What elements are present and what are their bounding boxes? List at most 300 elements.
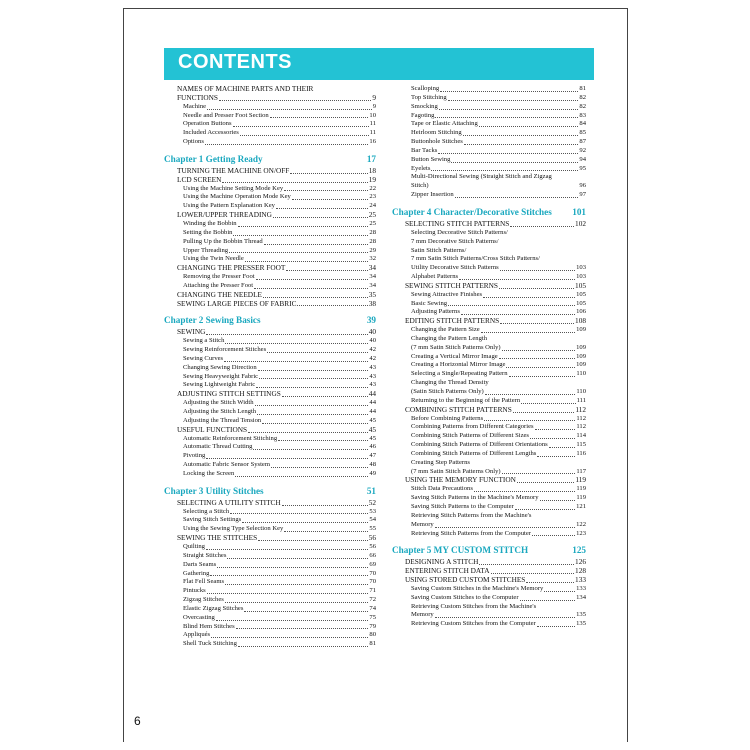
- toc-leader-dots: [264, 244, 369, 245]
- toc-entry-title: (7 mm Satin Stitch Patterns Only): [411, 467, 501, 475]
- toc-page-number: 96: [579, 182, 586, 190]
- toc-page-number: 43: [369, 363, 376, 371]
- toc-entry-title: Combining Stitch Patterns of Different Orientations: [411, 441, 548, 449]
- toc-leader-dots: [535, 429, 576, 430]
- toc-page-number: 32: [369, 255, 376, 263]
- toc-leader-dots: [439, 109, 579, 110]
- toc-entry[interactable]: [164, 408, 376, 417]
- toc-leader-dots: [517, 482, 574, 483]
- toc-entry[interactable]: [164, 435, 376, 444]
- toc-entry[interactable]: [164, 578, 376, 587]
- toc-page-number: 97: [579, 191, 586, 199]
- toc-entry-title: Bar Tacks: [411, 146, 438, 154]
- toc-entry-title: Scalloping: [411, 85, 440, 92]
- toc-entry[interactable]: [392, 85, 586, 94]
- toc-entry-title: Combining Stitch Patterns of Different Sizes: [411, 432, 530, 440]
- toc-entry[interactable]: [392, 156, 586, 165]
- toc-page-number: 114: [576, 432, 586, 440]
- toc-entry-title: Smocking: [411, 102, 438, 110]
- toc-leader-dots: [242, 522, 368, 523]
- toc-entry[interactable]: [164, 534, 376, 543]
- toc-entry-title: Changing the Thread Density: [411, 379, 489, 387]
- toc-entry[interactable]: [164, 552, 376, 561]
- toc-page-number: 81: [369, 640, 376, 648]
- toc-entry[interactable]: [164, 470, 376, 479]
- toc-page-number: 82: [579, 93, 586, 101]
- toc-page-number: 83: [579, 111, 586, 119]
- toc-page-number: 39: [366, 315, 376, 326]
- toc-entry-title: Using the Pattern Explanation Key: [183, 202, 275, 210]
- toc-entry-title: Heirloom Stitching: [411, 129, 462, 137]
- toc-leader-dots: [483, 297, 575, 298]
- toc-entry[interactable]: [392, 120, 586, 129]
- toc-entry[interactable]: [392, 441, 586, 450]
- toc-entry[interactable]: [392, 450, 586, 459]
- toc-entry-title: Using the Twin Needle: [183, 255, 244, 263]
- toc-entry-title: ADJUSTING STITCH SETTINGS: [177, 389, 281, 399]
- toc-page-number: 70: [369, 569, 376, 577]
- toc-page-number: 105: [576, 299, 586, 307]
- toc-page-number: 47: [369, 452, 376, 460]
- toc-entry[interactable]: [392, 503, 586, 512]
- toc-entry-title: Top Stitching: [411, 93, 447, 101]
- toc-right-column: [392, 85, 586, 629]
- toc-leader-dots: [510, 226, 574, 227]
- toc-entry[interactable]: [392, 182, 586, 191]
- toc-leader-dots: [225, 584, 368, 585]
- toc-entry[interactable]: [164, 399, 376, 408]
- toc-entry[interactable]: [164, 138, 376, 147]
- toc-chapter-heading[interactable]: [392, 542, 586, 555]
- toc-entry[interactable]: [164, 220, 376, 229]
- toc-entry[interactable]: [392, 530, 586, 539]
- toc-entry[interactable]: [164, 337, 376, 346]
- toc-entry[interactable]: [392, 370, 586, 379]
- toc-entry[interactable]: [164, 346, 376, 355]
- toc-entry[interactable]: [392, 326, 586, 335]
- toc-entry-title: Saving Custom Stitches in the Machine's Memory: [411, 584, 544, 592]
- toc-entry-title: Setting the Bobbin: [183, 228, 233, 236]
- toc-leader-dots: [284, 531, 368, 532]
- toc-entry-title: LOWER/UPPER THREADING: [177, 210, 272, 220]
- toc-entry[interactable]: [392, 521, 586, 530]
- toc-entry[interactable]: [392, 300, 586, 309]
- page-title: CONTENTS: [178, 51, 292, 73]
- toc-page-number: 123: [576, 529, 586, 537]
- toc-entry-title: Elastic Zigzag Stitches: [183, 604, 244, 612]
- toc-entry[interactable]: [164, 373, 376, 382]
- toc-entry-title: Combining Stitch Patterns of Different Lengths: [411, 449, 537, 457]
- toc-leader-dots: [207, 109, 372, 110]
- toc-entry-title: Selecting a Single/Repeating Pattern: [411, 370, 508, 378]
- toc-entry[interactable]: [392, 238, 586, 247]
- toc-page-number: 23: [369, 193, 376, 201]
- toc-entry-title: Stitch Data Precautions: [411, 485, 473, 493]
- toc-leader-dots: [540, 500, 576, 501]
- toc-page-number: 24: [369, 202, 376, 210]
- toc-chapter-heading[interactable]: [164, 312, 376, 325]
- toc-entry[interactable]: [164, 328, 376, 337]
- toc-entry[interactable]: [392, 476, 586, 485]
- toc-entry-title: Adjusting the Stitch Length: [183, 408, 257, 415]
- toc-entry[interactable]: [164, 193, 376, 202]
- toc-entry-title: Adjusting Patterns: [411, 308, 460, 316]
- toc-page-number: 110: [576, 370, 586, 378]
- toc-page-number: 109: [576, 352, 586, 360]
- toc-entry[interactable]: [392, 485, 586, 494]
- toc-entry[interactable]: [392, 432, 586, 441]
- toc-chapter-heading[interactable]: [164, 483, 376, 496]
- toc-page-number: 125: [572, 545, 586, 556]
- toc-entry[interactable]: [392, 423, 586, 432]
- toc-entry[interactable]: [392, 165, 586, 174]
- toc-page-number: 29: [369, 246, 376, 254]
- toc-page-number: 11: [369, 129, 376, 137]
- toc-entry-title: Straight Stitches: [183, 551, 227, 559]
- toc-entry[interactable]: [164, 264, 376, 273]
- toc-entry[interactable]: [392, 112, 586, 121]
- toc-entry[interactable]: [164, 129, 376, 138]
- toc-page-number: 106: [576, 308, 586, 316]
- toc-page-number: 128: [575, 566, 586, 576]
- toc-entry[interactable]: [392, 611, 586, 620]
- toc-entry[interactable]: [392, 147, 586, 156]
- toc-leader-dots: [233, 235, 368, 236]
- toc-page-number: 105: [576, 290, 586, 298]
- toc-leader-dots: [463, 135, 579, 136]
- toc-entry[interactable]: [392, 603, 586, 612]
- toc-entry[interactable]: [164, 623, 376, 632]
- toc-page-number: 112: [576, 423, 586, 431]
- toc-entry[interactable]: [164, 273, 376, 282]
- toc-entry-title: Automatic Fabric Sensor System: [183, 461, 270, 469]
- toc-entry[interactable]: [164, 103, 376, 112]
- toc-entry[interactable]: [164, 614, 376, 623]
- toc-entry-title: Tape or Elastic Attaching: [411, 120, 478, 128]
- toc-entry[interactable]: [164, 94, 376, 103]
- toc-leader-dots: [255, 405, 369, 406]
- toc-leader-dots: [225, 343, 368, 344]
- toc-entry[interactable]: [392, 220, 586, 229]
- toc-entry-title: Changing the Pattern Length: [411, 334, 487, 342]
- toc-leader-dots: [530, 438, 575, 439]
- toc-leader-dots: [206, 458, 368, 459]
- toc-leader-dots: [515, 509, 575, 510]
- toc-entry-title: (Satin Stitch Patterns Only): [411, 388, 484, 395]
- toc-entry-title: Quilting: [183, 542, 205, 550]
- toc-entry-title: Satin Stitch Patterns/: [411, 246, 467, 254]
- toc-entry-title: SEWING LARGE PIECES OF FABRIC: [177, 298, 297, 308]
- toc-entry-title: Utility Decorative Stitch Patterns: [411, 264, 499, 272]
- toc-leader-dots: [500, 270, 575, 271]
- toc-page-number: 111: [576, 396, 586, 404]
- toc-entry[interactable]: [164, 238, 376, 247]
- toc-entry[interactable]: [164, 390, 376, 399]
- toc-page-number: 34: [369, 281, 376, 289]
- toc-entry[interactable]: [164, 561, 376, 570]
- toc-page-number: 72: [369, 596, 376, 604]
- toc-leader-dots: [235, 476, 368, 477]
- toc-page-number: 70: [369, 578, 376, 586]
- toc-page-number: 43: [369, 381, 376, 389]
- toc-leader-dots: [537, 626, 575, 627]
- toc-page-number: 119: [576, 494, 586, 502]
- toc-leader-dots: [207, 593, 369, 594]
- toc-leader-dots: [236, 628, 369, 629]
- toc-entry[interactable]: [392, 255, 586, 264]
- toc-entry-title: Needle and Presser Foot Section: [183, 111, 269, 119]
- toc-entry-title: SEWING STITCH PATTERNS: [405, 280, 498, 290]
- toc-entry-title: Upper Threading: [183, 246, 229, 254]
- toc-entry-title: SELECTING A UTILITY STITCH: [177, 497, 281, 507]
- toc-entry[interactable]: [164, 543, 376, 552]
- toc-entry[interactable]: [392, 459, 586, 468]
- toc-leader-dots: [537, 456, 575, 457]
- toc-entry-title: Buttonhole Stitches: [411, 138, 463, 146]
- toc-entry-title: Retrieving Custom Stitches from the Computer: [411, 620, 536, 628]
- toc-leader-dots: [464, 144, 579, 145]
- toc-entry[interactable]: [392, 512, 586, 521]
- toc-leader-dots: [526, 582, 574, 583]
- toc-entry[interactable]: [164, 247, 376, 256]
- toc-entry-title: Eyelets: [411, 164, 431, 172]
- toc-leader-dots: [513, 412, 575, 413]
- toc-entry-title: Using the Sewing Type Selection Key: [183, 525, 284, 533]
- toc-entry[interactable]: [164, 605, 376, 614]
- toc-leader-dots: [292, 199, 369, 200]
- toc-page-number: 133: [576, 584, 586, 592]
- toc-entry[interactable]: [392, 388, 586, 397]
- toc-entry[interactable]: [164, 120, 376, 129]
- toc-page-number: 75: [369, 613, 376, 621]
- toc-entry[interactable]: [164, 640, 376, 649]
- toc-entry-title: Flat Fell Seams: [183, 578, 225, 586]
- toc-entry-title: Gathering: [183, 569, 210, 577]
- toc-entry[interactable]: [392, 406, 586, 415]
- toc-entry[interactable]: [164, 570, 376, 579]
- toc-page-number: 103: [576, 264, 586, 272]
- toc-leader-dots: [245, 261, 369, 262]
- toc-leader-dots: [448, 100, 579, 101]
- toc-entry[interactable]: [392, 576, 586, 585]
- toc-entry-title: Retrieving Stitch Patterns from the Machine's: [411, 511, 532, 519]
- toc-leader-dots: [532, 535, 575, 536]
- toc-entry-title: Operation Buttons: [183, 120, 232, 128]
- toc-entry[interactable]: [392, 129, 586, 138]
- toc-leader-dots: [217, 567, 368, 568]
- toc-entry-title: Automatic Reinforcement Stitching: [183, 434, 278, 442]
- toc-entry[interactable]: [392, 335, 586, 344]
- toc-entry-title: ENTERING STITCH DATA: [405, 566, 490, 576]
- toc-leader-dots: [238, 226, 369, 227]
- toc-leader-dots: [254, 288, 368, 289]
- toc-entry[interactable]: [164, 176, 376, 185]
- toc-chapter-heading[interactable]: [164, 151, 376, 164]
- toc-leader-dots: [271, 467, 368, 468]
- toc-leader-dots: [500, 323, 574, 324]
- toc-entry-title: Appliqués: [183, 631, 211, 639]
- toc-entry-title: Adjusting the Stitch Width: [183, 399, 254, 407]
- toc-page-number: 119: [575, 475, 586, 485]
- toc-page-number: 25: [369, 219, 376, 227]
- toc-entry[interactable]: [392, 191, 586, 200]
- toc-leader-dots: [258, 540, 368, 541]
- toc-leader-dots: [284, 190, 368, 191]
- toc-leader-dots: [222, 182, 367, 183]
- toc-entry[interactable]: [392, 415, 586, 424]
- toc-entry[interactable]: [164, 587, 376, 596]
- toc-page-number: 122: [576, 520, 586, 528]
- toc-entry[interactable]: [392, 138, 586, 147]
- toc-entry-title: USING STORED CUSTOM STITCHES: [405, 575, 526, 585]
- page-number: 6: [134, 714, 141, 728]
- toc-entry-title: Creating a Horizontal Mirror Image: [411, 361, 506, 369]
- toc-entry-title: Multi-Directional Sewing (Straight Stitch and Zigzag: [411, 173, 552, 181]
- toc-entry[interactable]: [164, 355, 376, 364]
- toc-entry[interactable]: [392, 620, 586, 629]
- toc-entry[interactable]: [392, 353, 586, 362]
- toc-entry[interactable]: [392, 344, 586, 353]
- toc-page-number: 44: [368, 389, 376, 399]
- toc-entry[interactable]: [392, 264, 586, 273]
- toc-page-number: 109: [576, 361, 586, 369]
- toc-entry[interactable]: [392, 361, 586, 370]
- toc-leader-dots: [240, 135, 369, 136]
- toc-leader-dots: [210, 575, 368, 576]
- toc-entry-title: 7 mm Decorative Stitch Patterns/: [411, 237, 499, 245]
- toc-entry-title: Removing the Presser Foot: [183, 273, 255, 281]
- toc-leader-dots: [227, 558, 368, 559]
- toc-entry[interactable]: [164, 452, 376, 461]
- toc-entry[interactable]: [392, 494, 586, 503]
- toc-page-number: 116: [576, 449, 586, 457]
- toc-entry[interactable]: [164, 211, 376, 220]
- toc-page-number: 84: [579, 120, 586, 128]
- toc-entry-title: SELECTING STITCH PATTERNS: [405, 218, 510, 228]
- toc-page-number: 45: [369, 416, 376, 424]
- toc-entry[interactable]: [164, 631, 376, 640]
- toc-entry[interactable]: [164, 461, 376, 470]
- toc-page-number: 103: [576, 273, 586, 281]
- toc-entry-title: Chapter 4 Character/Decorative Stitches: [392, 206, 552, 217]
- toc-page-number: 56: [369, 542, 376, 550]
- toc-entry-title: Changing Sewing Direction: [183, 363, 257, 371]
- toc-leader-dots: [258, 370, 369, 371]
- toc-leader-dots: [474, 491, 575, 492]
- toc-entry-title: (7 mm Satin Stitch Patterns Only): [411, 343, 501, 351]
- toc-entry[interactable]: [164, 443, 376, 452]
- toc-entry-title: Sewing Curves: [183, 354, 224, 362]
- toc-entry-title: USING THE MEMORY FUNCTION: [405, 475, 516, 485]
- toc-leader-dots: [297, 305, 367, 306]
- toc-page-number: 48: [369, 461, 376, 469]
- toc-entry[interactable]: [392, 291, 586, 300]
- toc-leader-dots: [520, 600, 576, 601]
- toc-entry-title: Returning to the Beginning of the Pattern: [411, 396, 521, 404]
- toc-page-number: 85: [579, 129, 586, 137]
- toc-entry[interactable]: [392, 94, 586, 103]
- toc-entry-title: Chapter 5 MY CUSTOM STITCH: [392, 545, 529, 556]
- toc-entry-title: Options: [183, 138, 204, 146]
- toc-entry-title: Memory: [411, 611, 434, 619]
- toc-entry[interactable]: [392, 173, 586, 182]
- toc-leader-dots: [273, 217, 368, 218]
- toc-page-number: 101: [572, 206, 586, 217]
- toc-entry[interactable]: [392, 282, 586, 291]
- toc-entry-title: Sewing a Stitch: [183, 337, 225, 345]
- toc-page-number: 17: [366, 153, 376, 164]
- toc-page-number: 92: [579, 146, 586, 154]
- toc-entry[interactable]: [164, 426, 376, 435]
- toc-page-number: 79: [369, 622, 376, 630]
- toc-chapter-heading[interactable]: [392, 204, 586, 217]
- toc-leader-dots: [256, 279, 369, 280]
- toc-entry[interactable]: [164, 364, 376, 373]
- toc-entry-title: Sewing Heavyweight Fabric: [183, 372, 259, 380]
- toc-entry-title: Pivoting: [183, 452, 206, 460]
- toc-leader-dots: [506, 367, 575, 368]
- toc-entry[interactable]: [164, 229, 376, 238]
- toc-leader-dots: [481, 332, 575, 333]
- toc-entry-title: COMBINING STITCH PATTERNS: [405, 404, 512, 414]
- toc-entry[interactable]: [392, 379, 586, 388]
- toc-leader-dots: [461, 314, 575, 315]
- toc-entry[interactable]: [164, 300, 376, 309]
- toc-entry-title: Saving Custom Stitches to the Computer: [411, 593, 519, 601]
- toc-page-number: 25: [368, 210, 376, 220]
- toc-page-number: 40: [368, 327, 376, 337]
- toc-entry-title: Basic Sewing: [411, 299, 448, 307]
- toc-entry-title: Shell Tuck Stitching: [183, 640, 237, 648]
- toc-page-number: 18: [368, 165, 376, 175]
- toc-page-number: 66: [369, 551, 376, 559]
- toc-entry-title: Included Accessories: [183, 129, 239, 137]
- toc-leader-dots: [244, 611, 368, 612]
- toc-entry[interactable]: [164, 596, 376, 605]
- toc-leader-dots: [438, 153, 578, 154]
- toc-entry-title: Zigzag Stitches: [183, 596, 224, 604]
- toc-leader-dots: [549, 447, 576, 448]
- contents-banner: [164, 48, 594, 80]
- toc-entry[interactable]: [164, 508, 376, 517]
- toc-entry-title: Chapter 1 Getting Ready: [164, 153, 263, 164]
- toc-entry[interactable]: [392, 103, 586, 112]
- toc-page-number: 71: [369, 587, 376, 595]
- toc-entry[interactable]: [164, 185, 376, 194]
- toc-entry-title: Saving Stitch Settings: [183, 516, 242, 524]
- toc-entry[interactable]: [392, 317, 586, 326]
- toc-entry-title: Selecting a Stitch: [183, 507, 230, 515]
- toc-entry[interactable]: [392, 247, 586, 256]
- toc-leader-dots: [230, 513, 368, 514]
- toc-page-number: 19: [368, 174, 376, 184]
- toc-entry[interactable]: [164, 516, 376, 525]
- toc-leader-dots: [484, 420, 575, 421]
- toc-left-column: [164, 85, 376, 649]
- toc-entry-title: Chapter 2 Sewing Basics: [164, 315, 261, 326]
- toc-entry[interactable]: [164, 499, 376, 508]
- toc-leader-dots: [278, 440, 368, 441]
- toc-entry-title: Sewing Reinforcement Stitches: [183, 346, 267, 354]
- toc-entry-title: Creating Step Patterns: [411, 458, 470, 466]
- toc-page-number: 44: [369, 408, 376, 415]
- toc-entry[interactable]: [164, 112, 376, 121]
- toc-entry[interactable]: [392, 594, 586, 603]
- toc-entry[interactable]: [392, 229, 586, 238]
- toc-entry[interactable]: [392, 585, 586, 594]
- toc-leader-dots: [282, 396, 368, 397]
- toc-entry-title: 7 mm Satin Stitch Patterns/Cross Stitch Patterns/: [411, 255, 540, 263]
